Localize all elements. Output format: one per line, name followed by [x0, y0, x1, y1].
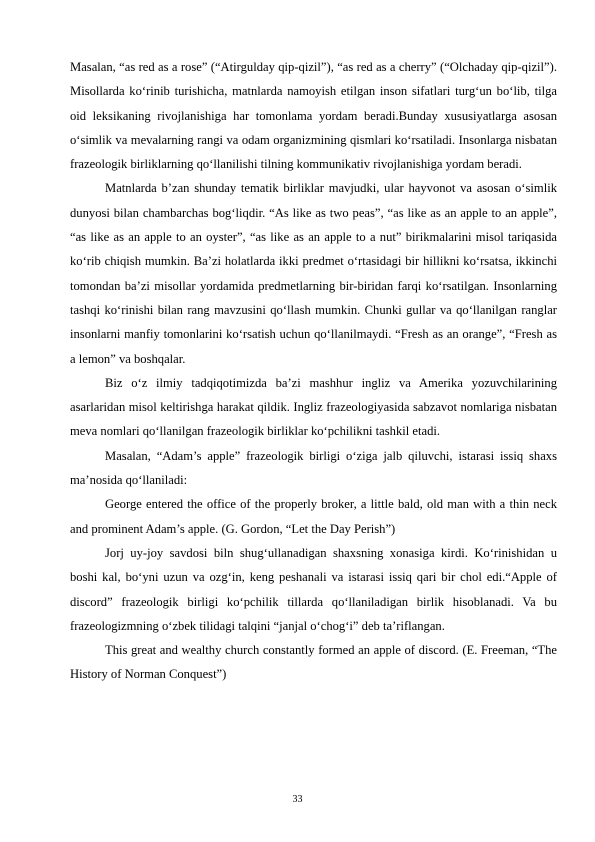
paragraph: Masalan, “as red as a rose” (“Atirgulday qip-qizil”), “as red as a cherry” (“Olchaday qip-qizil”). Misollarda ko‘rinib turishicha, matnlarda namoyish etilgan inson sifatlari turg‘un bo‘lib, tilga oid leksikaning rivojlanishiga har tomonlama yordam beradi.Bunday xususiyatlarga asosan o‘simlik va mevalarning rangi va odam organizmining qismlari ko‘rsatiladi. Insonlarga nisbatan frazeologik birliklarning qo‘llanilishi tilning kommunikativ rivojlanishiga yordam beradi.	[70, 60, 557, 172]
paragraph: Biz o‘z ilmiy tadqiqotimizda ba’zi mashhur ingliz va Amerika yozuvchilarining asarlaridan misol keltirishga harakat qildik. Ingliz frazeologiyasida sabzavot nomlariga nisbatan meva nomlari qo‘llanilgan frazeologik birliklar ko‘pchilikni tashkil etadi.	[70, 375, 557, 439]
paragraph: Jorj uy-joy savdosi biln shug‘ullanadigan shaxsning xonasiga kirdi. Ko‘rinishidan u boshi kal, bo‘yni uzun va ozg‘in, keng peshanali va istarasi issiq qari bir chol edi.“Apple of discord” frazeologik birligi ko‘pchilik tillarda qo‘llaniladigan birlik hisoblanadi. Va bu frazeologizmning o‘zbek tilidagi talqini “janjal o‘chog‘i” deb ta’riflangan.	[70, 545, 557, 633]
document-body	[70, 55, 557, 687]
paragraph: Masalan, “Adam’s apple” frazeologik birligi o‘ziga jalb qiluvchi, istarasi issiq shaxs ma’nosida qo‘llaniladi:	[70, 448, 557, 488]
page-number: 33	[292, 794, 303, 805]
paragraph: Matnlarda b’zan shunday tematik birliklar mavjudki, ular hayvonot va asosan o‘simlik dunyosi bilan chambarchas bog‘liqdir. “As like as two peas”, “as like as an apple to an apple”, “as like as an apple to an oyster”, “as like as an apple to a nut” birikmalarini misol tariqasida ko‘rib chiqish mumkin. Ba’zi holatlarda ikki predmet o‘rtasidagi bir hillikni ko‘rsatsa, ikkinchi tomondan ba’zi misollar yordamida predmetlarning bir-biridan farqi ko‘rsatilgan. Insonlarning tashqi ko‘rinishi bilan rang mavzusini qo‘llash mumkin. Chunki gullar va qo‘llanilgan ranglar insonlarni manfiy tomonlarini ko‘rsatish uchun qo‘llanilmaydi. “Fresh as an orange”, “Fresh as a lemon” va boshqalar.	[70, 181, 557, 366]
paragraph-english-quote: This great and wealthy church constantly formed an apple of discord. (E. Freeman, “The History of Norman Conquest”)	[70, 643, 557, 682]
paragraph-english-quote: George entered the office of the properly broker, a little bald, old man with a thin neck and prominent Adam’s apple. (G. Gordon, “Let the Day Perish”)	[70, 497, 557, 536]
